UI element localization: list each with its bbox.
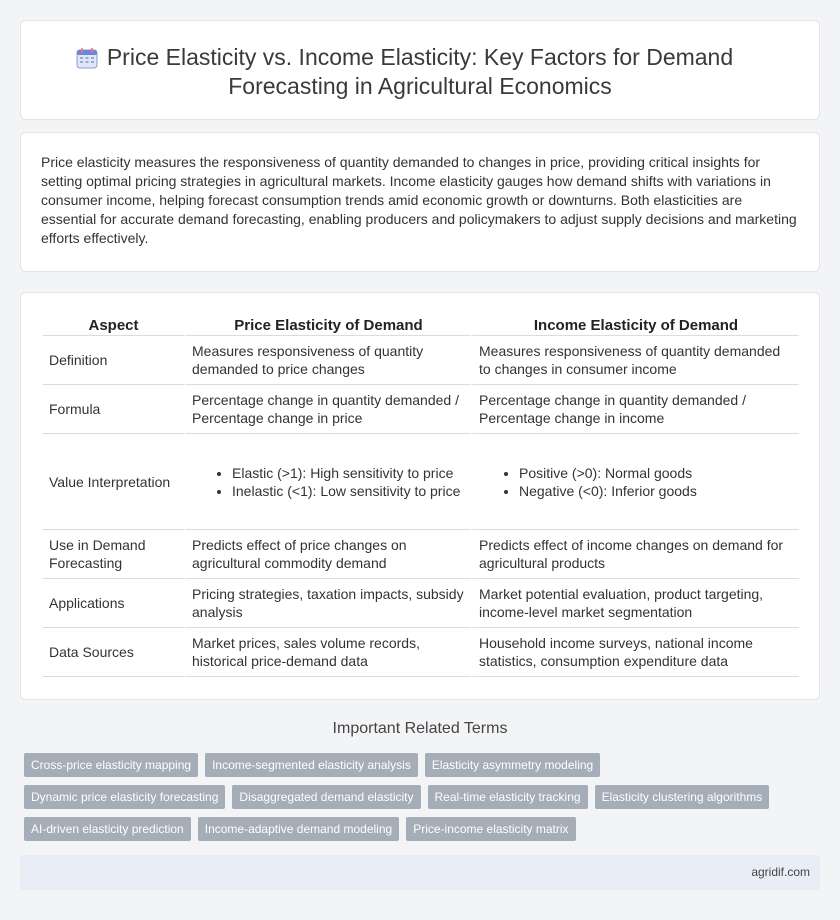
table-row [43,434,799,530]
row-income-cell: Predicts effect of income changes on demand for agricultural products [471,530,799,579]
header-aspect: Aspect [43,313,184,336]
row-aspect: Applications [43,579,184,628]
table-row [43,579,799,628]
row-price-cell: Market prices, sales volume records, historical price-demand data [184,628,471,677]
header-income-elasticity: Income Elasticity of Demand [471,313,799,336]
row-price-cell: Pricing strategies, taxation impacts, subsidy analysis [184,579,471,628]
related-terms-heading: Important Related Terms [332,720,508,737]
intro-paragraph: Price elasticity measures the responsiveness of quantity demanded to changes in price, providing critical insights for setting optimal pricing strategies in agricultural markets. Income elasticity gauges how demand shifts with variations in consumer income, helping forecast consumption trends amid economic growth or downturns. Both elasticities are essential for accurate demand forecasting, enabling producers and policymakers to adjust supply decisions and marketing efforts effectively. [41,154,797,246]
page-title: Price Elasticity vs. Income Elasticity: Key Factors for Demand Forecasting in Agricultural Economics [106,44,734,99]
row-aspect: Formula [43,385,184,434]
comparison-table-card [20,292,820,700]
row-price-cell: Percentage change in quantity demanded / Percentage change in price [184,385,471,434]
row-aspect: Data Sources [43,628,184,677]
row-aspect: Definition [43,336,184,385]
row-price-cell: Measures responsiveness of quantity demanded to price changes [184,336,471,385]
related-term-tag[interactable]: AI-driven elasticity prediction [24,817,191,841]
related-term-tag[interactable]: Real-time elasticity tracking [428,785,588,809]
comparison-table [43,313,799,677]
related-term-tag[interactable]: Elasticity asymmetry modeling [425,753,600,777]
footer-site-link[interactable]: agridif.com [751,865,810,879]
table-row [43,628,799,677]
list-item: • Inelastic (<1): Low sensitivity to price [232,482,465,500]
price-interpretation-list [192,464,465,500]
table-header-row [43,313,799,336]
row-aspect: Use in Demand Forecasting [43,530,184,579]
row-aspect: Value Interpretation [43,434,184,530]
row-price-cell [184,434,471,530]
list-item: • Negative (<0): Inferior goods [519,482,793,500]
row-income-cell: Household income surveys, national income statistics, consumption expenditure data [471,628,799,677]
related-term-tag[interactable]: Income-adaptive demand modeling [198,817,399,841]
related-terms-tags [24,753,804,849]
row-income-cell: Market potential evaluation, product targeting, income-level market segmentation [471,579,799,628]
footer [20,855,820,890]
table-row [43,530,799,579]
tag-row [24,817,804,841]
table-row [43,385,799,434]
related-term-tag[interactable]: Income-segmented elasticity analysis [205,753,418,777]
tag-row [24,785,804,809]
related-term-tag[interactable]: Cross-price elasticity mapping [24,753,198,777]
tag-row [24,753,804,777]
row-income-cell: Measures responsiveness of quantity demanded to changes in consumer income [471,336,799,385]
related-term-tag[interactable]: Dynamic price elasticity forecasting [24,785,225,809]
title-card [20,20,820,120]
row-income-cell [471,434,799,530]
row-price-cell: Predicts effect of price changes on agricultural commodity demand [184,530,471,579]
related-term-tag[interactable]: Disaggregated demand elasticity [232,785,420,809]
list-item: • Elastic (>1): High sensitivity to price [232,464,465,482]
related-term-tag[interactable]: Elasticity clustering algorithms [595,785,770,809]
intro-card [20,132,820,272]
list-item: • Positive (>0): Normal goods [519,464,793,482]
income-interpretation-list [479,464,793,500]
table-row [43,336,799,385]
header-price-elasticity: Price Elasticity of Demand [184,313,471,336]
related-term-tag[interactable]: Price-income elasticity matrix [406,817,575,841]
row-income-cell: Percentage change in quantity demanded / Percentage change in income [471,385,799,434]
